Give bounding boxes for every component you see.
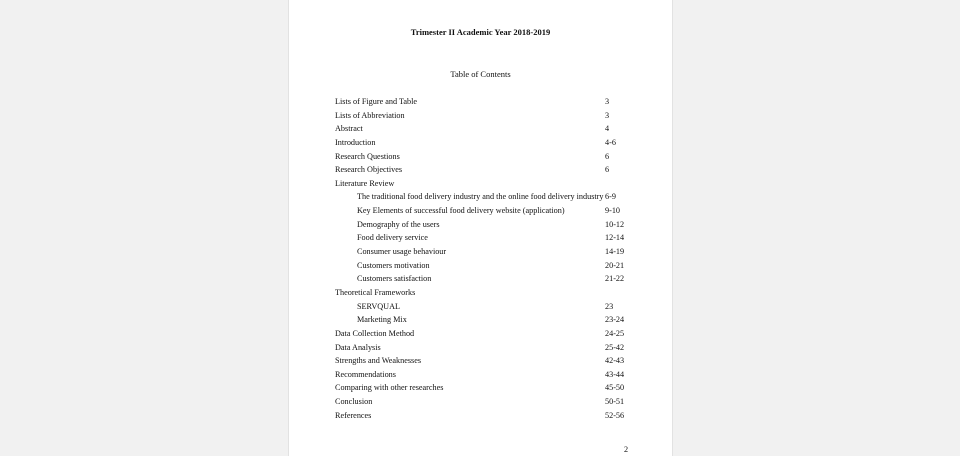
toc-entry-label: Recommendations bbox=[335, 369, 396, 379]
toc-entry-page: 6 bbox=[605, 165, 610, 175]
toc-row bbox=[335, 218, 635, 232]
toc-row bbox=[335, 395, 635, 409]
toc-entry-page: 43-44 bbox=[605, 369, 625, 379]
toc-entry-page: 4-6 bbox=[605, 137, 616, 147]
toc-entry-page: 23 bbox=[605, 301, 614, 311]
toc-row bbox=[335, 327, 635, 341]
toc-entry-page: 25-42 bbox=[605, 342, 625, 352]
toc-entry-page: 3 bbox=[605, 110, 610, 120]
toc-entry-label: Comparing with other researches bbox=[335, 383, 444, 393]
toc-row bbox=[335, 136, 635, 150]
toc-row bbox=[335, 190, 635, 204]
toc-row bbox=[335, 177, 635, 191]
toc-entry-page: 9-10 bbox=[605, 206, 621, 216]
toc-row bbox=[335, 300, 635, 314]
toc-row bbox=[335, 231, 635, 245]
toc-entry-label: Research Questions bbox=[335, 151, 400, 161]
toc-entry-label: Introduction bbox=[335, 137, 376, 147]
toc-row bbox=[335, 354, 635, 368]
toc-entry-page: 6 bbox=[605, 151, 610, 161]
toc-entry-page: 42-43 bbox=[605, 356, 625, 366]
toc-entry-page: 24-25 bbox=[605, 328, 625, 338]
toc-entry-label: Conclusion bbox=[335, 397, 373, 407]
toc-entry-page: 52-56 bbox=[605, 410, 625, 420]
toc-row bbox=[335, 409, 635, 423]
toc-entry-page: 10-12 bbox=[605, 219, 625, 229]
toc-entry-label: Data Collection Method bbox=[335, 328, 415, 338]
toc-entry-label: Data Analysis bbox=[335, 342, 381, 352]
toc-heading: Table of Contents bbox=[450, 69, 511, 79]
toc-entry-label: Abstract bbox=[335, 124, 363, 134]
toc-entry-label: Food delivery service bbox=[357, 233, 428, 243]
toc-row bbox=[335, 109, 635, 123]
toc-entry-label: Research Objectives bbox=[335, 165, 403, 175]
toc-row bbox=[335, 150, 635, 164]
toc-entry-page: 14-19 bbox=[605, 247, 625, 257]
toc-entry-label: Customers motivation bbox=[357, 260, 430, 270]
toc-entry-page: 23-24 bbox=[605, 315, 625, 325]
toc-entry-label: Demography of the users bbox=[357, 219, 440, 229]
toc-row bbox=[335, 381, 635, 395]
toc-entry-label: Theoretical Frameworks bbox=[335, 287, 416, 297]
toc-list bbox=[335, 95, 635, 422]
toc-row bbox=[335, 122, 635, 136]
toc-entry-label: Consumer usage behaviour bbox=[357, 247, 447, 257]
page-number: 2 bbox=[624, 445, 629, 454]
toc-row bbox=[335, 163, 635, 177]
toc-row bbox=[335, 204, 635, 218]
toc-entry-label: SERVQUAL bbox=[357, 301, 401, 311]
toc-entry-page: 12-14 bbox=[605, 233, 625, 243]
toc-row bbox=[335, 245, 635, 259]
toc-entry-label: Lists of Figure and Table bbox=[335, 97, 418, 106]
toc-row bbox=[335, 368, 635, 382]
toc-entry-label: Marketing Mix bbox=[357, 315, 407, 325]
toc-entry-page: 21-22 bbox=[605, 274, 625, 284]
toc-row bbox=[335, 259, 635, 273]
toc-entry-label: Lists of Abbreviation bbox=[335, 110, 405, 120]
toc-entry-label: References bbox=[335, 410, 372, 420]
toc-entry-label: Key Elements of successful food delivery website (application) bbox=[357, 206, 565, 216]
toc-entry-label: Customers satisfaction bbox=[357, 274, 432, 284]
toc-entry-label: Strengths and Weaknesses bbox=[335, 356, 422, 366]
document-page bbox=[288, 0, 673, 456]
toc-row bbox=[335, 341, 635, 355]
document-title: Trimester II Academic Year 2018-2019 bbox=[410, 27, 551, 37]
toc-entry-page: 6-9 bbox=[605, 192, 616, 202]
toc-entry-page: 3 bbox=[605, 97, 610, 106]
toc-entry-page: 45-50 bbox=[605, 383, 625, 393]
toc-row bbox=[335, 286, 635, 300]
toc-entry-page: 50-51 bbox=[605, 397, 625, 407]
toc-row bbox=[335, 272, 635, 286]
toc-entry-label: The traditional food delivery industry and the online food delivery industry bbox=[357, 192, 604, 202]
toc-entry-page: 20-21 bbox=[605, 260, 625, 270]
toc-row bbox=[335, 313, 635, 327]
toc-entry-page: 4 bbox=[605, 124, 610, 134]
toc-entry-label: Literature Review bbox=[335, 178, 395, 188]
toc-row bbox=[335, 95, 635, 109]
